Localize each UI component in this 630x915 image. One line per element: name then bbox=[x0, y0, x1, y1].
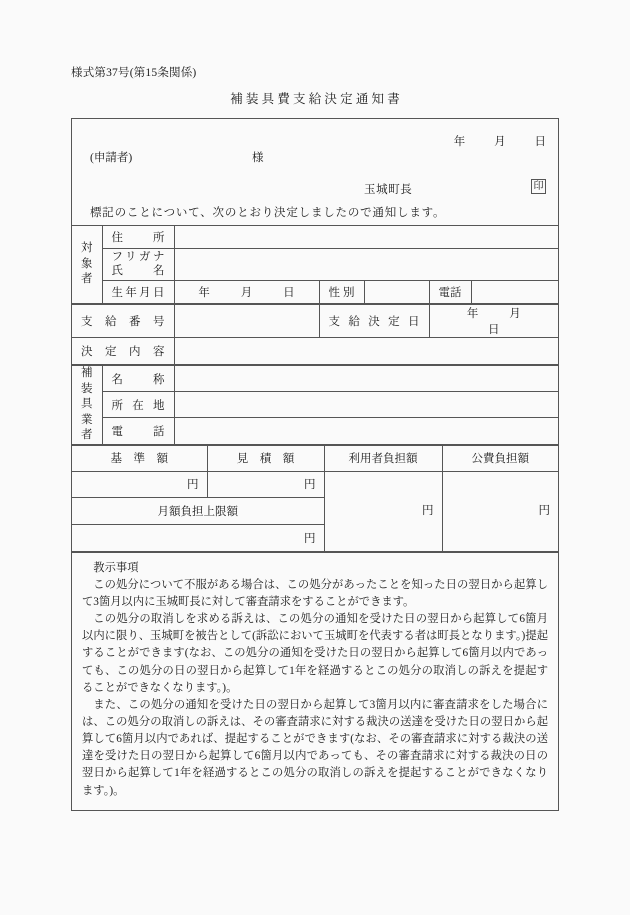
monthly-cap-value[interactable] bbox=[72, 524, 324, 551]
payment-number-label: 支給番号 bbox=[72, 305, 174, 338]
furigana-name-label: フリガナ 氏 名 bbox=[102, 249, 174, 281]
issue-date-line bbox=[454, 133, 546, 149]
form-number: 様式第37号(第15条関係) bbox=[71, 67, 197, 79]
user-burden-value[interactable] bbox=[324, 471, 442, 551]
seal-icon: 印 bbox=[531, 179, 546, 194]
user-burden-label: 利用者負担額 bbox=[324, 445, 442, 471]
instructions-paragraph: この処分について不服がある場合は、この処分があったことを知った日の翌日から起算して3箇月以内に玉城町長に対して審査請求をすることができます。 bbox=[82, 578, 548, 608]
table-row bbox=[72, 471, 558, 497]
issuer-name: 玉城町長 bbox=[364, 184, 413, 196]
amount-table bbox=[72, 445, 558, 552]
applicant-label: (申請者) bbox=[90, 152, 133, 164]
vendor-phone-label: 電 話 bbox=[102, 418, 174, 444]
issue-date-year-label: 年 bbox=[453, 136, 466, 148]
decision-date-value[interactable] bbox=[429, 305, 558, 338]
estimate-amount-label: 見 積 額 bbox=[207, 445, 324, 471]
instructions-heading: 教示事項 bbox=[93, 561, 139, 574]
gender-value[interactable] bbox=[364, 281, 429, 304]
monthly-cap-unit: 円 bbox=[304, 532, 316, 545]
table-row bbox=[72, 249, 558, 281]
decision-day-label: 日 bbox=[488, 324, 500, 336]
birthdate-label: 生年月日 bbox=[102, 281, 174, 304]
phone-value[interactable] bbox=[471, 281, 558, 304]
standard-amount-value[interactable] bbox=[72, 471, 207, 497]
vendor-table bbox=[72, 365, 558, 445]
instructions-section bbox=[72, 552, 558, 810]
gender-label: 性別 bbox=[319, 281, 364, 304]
birth-year-label: 年 bbox=[198, 287, 210, 299]
estimate-amount-value[interactable] bbox=[207, 471, 324, 497]
decision-year-label: 年 bbox=[466, 308, 479, 320]
decision-table bbox=[72, 304, 558, 365]
standard-amount-unit: 円 bbox=[187, 479, 199, 492]
estimate-amount-unit: 円 bbox=[304, 479, 316, 492]
decision-month-label: 月 bbox=[509, 308, 521, 320]
vendor-name-label: 名 称 bbox=[102, 366, 174, 392]
salutation-block bbox=[72, 119, 558, 225]
furigana-name-value[interactable] bbox=[174, 249, 558, 281]
vendor-location-value[interactable] bbox=[174, 392, 558, 418]
decision-date-label: 支給決定日 bbox=[319, 305, 429, 338]
issue-date-day-label: 日 bbox=[534, 136, 546, 148]
instructions-paragraph: また、この処分の通知を受けた日の翌日から起算して3箇月以内に審査請求をした場合には、この処分の取消しの訴えは、その審査請求に対する裁決の送達を受けた日の翌日から起算して6箇月以内であれば、提起することができます(なお、その審査請求に対する裁決の送達を受けた日の翌日から起算して6箇月以内であっても、その審査請求に対する裁決の日の翌日から起算して1年を経過するとこの処分の取消しの訴えを提起することができなくなります。)。 bbox=[82, 698, 548, 797]
address-label: 住 所 bbox=[102, 226, 174, 249]
table-row bbox=[72, 366, 558, 392]
subject-table bbox=[72, 225, 558, 304]
monthly-cap-label: 月額負担上限額 bbox=[72, 497, 324, 524]
birth-month-label: 月 bbox=[240, 287, 253, 299]
vendor-phone-value[interactable] bbox=[174, 418, 558, 444]
table-row bbox=[72, 305, 558, 338]
public-burden-label: 公費負担額 bbox=[442, 445, 558, 471]
decision-content-value[interactable] bbox=[174, 338, 558, 365]
address-value[interactable] bbox=[174, 226, 558, 249]
table-row bbox=[72, 281, 558, 304]
decision-content-label: 決定内容 bbox=[72, 338, 174, 365]
user-burden-unit: 円 bbox=[422, 505, 434, 518]
payment-number-value[interactable] bbox=[174, 305, 319, 338]
birth-day-label: 日 bbox=[283, 287, 295, 299]
standard-amount-label: 基 準 額 bbox=[72, 445, 207, 471]
vendor-location-label: 所在地 bbox=[102, 392, 174, 418]
document-title: 補装具費支給決定通知書 bbox=[230, 92, 403, 106]
table-row bbox=[72, 226, 558, 249]
subject-group-label: 対 象 者 bbox=[72, 226, 102, 304]
applicant-honorific: 様 bbox=[252, 152, 264, 164]
notice-sentence: 標記のことについて、次のとおり決定しましたので通知します。 bbox=[90, 207, 446, 219]
issue-date-month-label: 月 bbox=[494, 136, 506, 148]
public-burden-value[interactable] bbox=[442, 471, 558, 551]
phone-label: 電話 bbox=[429, 281, 471, 304]
notification-frame bbox=[71, 118, 559, 811]
birthdate-value[interactable] bbox=[174, 281, 319, 304]
instructions-paragraph: この処分の取消しを求める訴えは、この処分の通知を受けた日の翌日から起算して6箇月以内に限り、玉城町を被告として(訴訟において玉城町を代表する者は町長となります。)提起することができます(なお、この処分の通知を受けた日の翌日から起算して6箇月以内であっても、この処分の日の翌日から起算して1年を経過するとこの処分の取消しの訴えを提起することができなくなります。)。 bbox=[82, 613, 548, 694]
public-burden-unit: 円 bbox=[538, 505, 550, 518]
table-row bbox=[72, 392, 558, 418]
vendor-name-value[interactable] bbox=[174, 366, 558, 392]
vendor-group-label: 補 装 具 業 者 bbox=[72, 366, 102, 445]
table-row bbox=[72, 338, 558, 365]
table-row bbox=[72, 445, 558, 471]
table-row bbox=[72, 418, 558, 444]
